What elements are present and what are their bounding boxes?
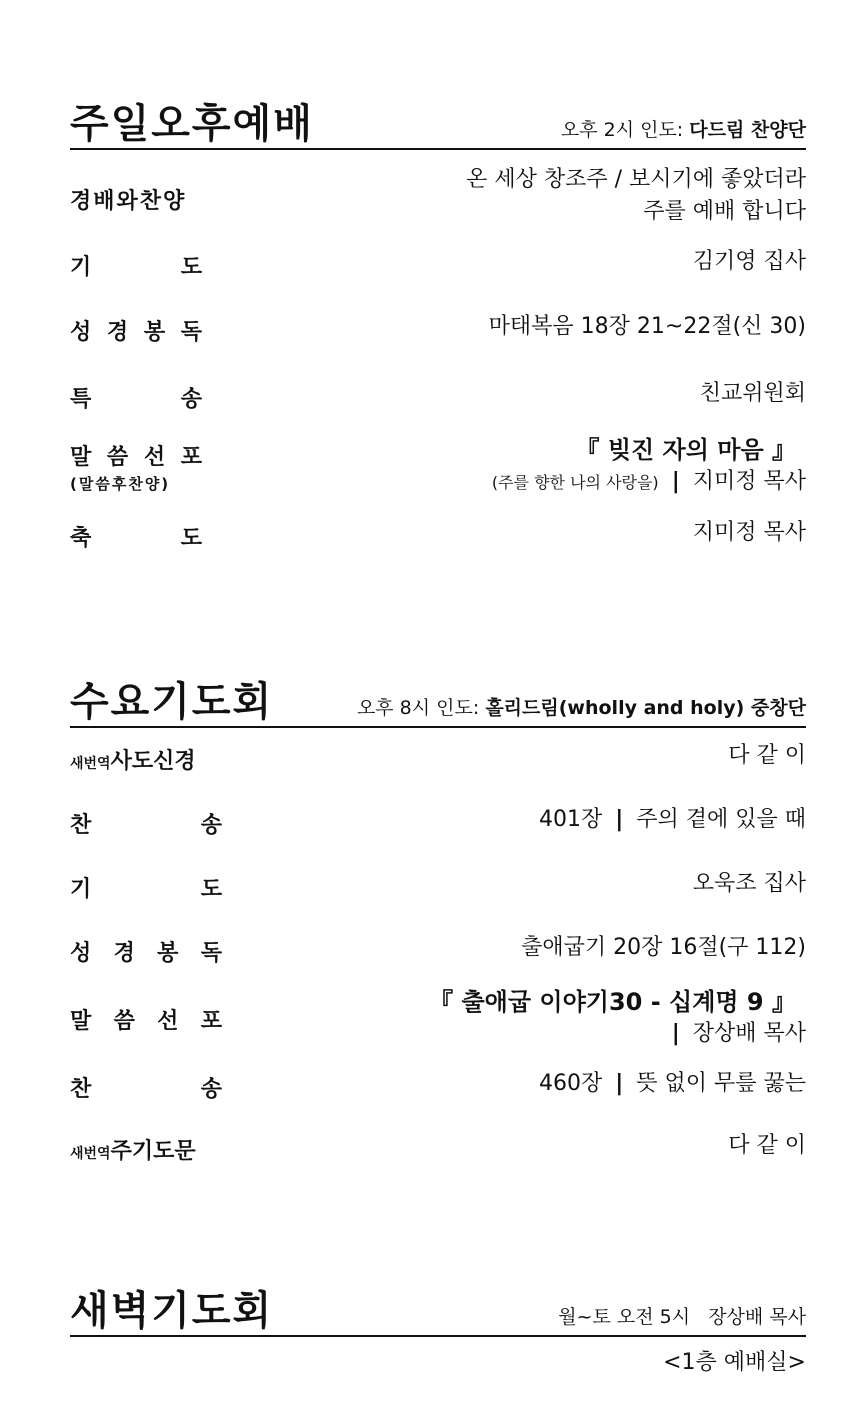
wednesday-creed-value: 다 같 이 — [728, 743, 806, 768]
wednesday-lords-prayer-value: 다 같 이 — [728, 1133, 806, 1158]
wednesday-sermon-preacher: 장상배 목사 — [692, 1021, 806, 1046]
sermon-char: 말 — [70, 445, 92, 470]
sunday-benediction-label — [70, 521, 202, 552]
sunday-prayer-label-a: 기 — [70, 255, 92, 280]
wednesday-hymn1-number: 401장 — [538, 807, 603, 832]
wednesday-hymn1-value — [539, 804, 806, 836]
wednesday-hymn2-bar: | — [615, 1071, 624, 1096]
sunday-worship-value — [466, 164, 806, 228]
sunday-sermon-label — [70, 440, 202, 494]
sermon-char: 선 — [143, 445, 166, 470]
wednesday-lords-prayer-label — [70, 1134, 196, 1165]
dawn-header — [70, 1275, 806, 1337]
sunday-prayer-label — [70, 250, 202, 281]
sunday-info — [561, 115, 806, 142]
sunday-sermon-preacher: 지미정 목사 — [692, 469, 806, 494]
sunday-worship-label: 경배와찬양 — [70, 189, 187, 214]
reading-char: 독 — [180, 320, 202, 345]
sunday-info-leader: 다드림 찬양단 — [689, 119, 806, 141]
sunday-special-value: 친교위원회 — [699, 381, 806, 406]
wednesday-lords-prayer-name: 주기도문 — [110, 1139, 196, 1164]
wednesday-hymn2-label-a: 찬 — [70, 1077, 92, 1102]
wednesday-hymn1-label — [70, 808, 222, 839]
wednesday-hymn2-label — [70, 1072, 222, 1103]
wednesday-sermon-value — [429, 986, 806, 1050]
wednesday-section — [70, 666, 806, 1164]
sunday-prayer-value: 김기영 집사 — [692, 249, 806, 274]
sunday-section — [70, 88, 806, 551]
wednesday-hymn2-label-b: 송 — [200, 1077, 222, 1102]
wednesday-sermon-title: 『 출애굽 이야기30 - 십계명 9 』 — [429, 988, 796, 1016]
wednesday-hymn1-label-a: 찬 — [70, 813, 92, 838]
sunday-sermon-sublabel: (말씀후찬양) — [70, 475, 171, 493]
sermon-char: 씀 — [106, 445, 129, 470]
sermon-char: 씀 — [113, 1009, 135, 1034]
reading-char: 봉 — [143, 320, 166, 345]
wednesday-prayer-label — [70, 872, 222, 903]
wednesday-title: 수요기도회 — [70, 679, 274, 725]
wednesday-reading-label — [70, 936, 222, 967]
sunday-header — [70, 88, 806, 150]
sermon-char: 선 — [157, 1009, 179, 1034]
wednesday-info-leader: 홀리드림(wholly and holy) 중창단 — [485, 697, 806, 719]
sunday-sermon-bar: | — [671, 469, 680, 494]
reading-char: 봉 — [157, 941, 179, 966]
sunday-title: 주일오후예배 — [70, 101, 314, 147]
dawn-info-time: 월~토 오전 5시 — [558, 1306, 691, 1328]
wednesday-sermon-label — [70, 1004, 222, 1035]
wednesday-lords-prayer-prefix: 새번역 — [70, 1146, 111, 1162]
wednesday-hymn1-label-b: 송 — [200, 813, 222, 838]
wednesday-creed-name: 사도신경 — [110, 749, 196, 774]
wednesday-hymn1-title: 주의 곁에 있을 때 — [636, 807, 806, 832]
sermon-char: 포 — [180, 445, 202, 470]
wednesday-hymn2-title: 뜻 없이 무릎 꿇는 — [636, 1071, 806, 1096]
wednesday-header — [70, 666, 806, 728]
sunday-special-label-a: 특 — [70, 387, 92, 412]
reading-char: 독 — [200, 941, 222, 966]
wednesday-prayer-label-b: 도 — [200, 877, 222, 902]
wednesday-prayer-value: 오욱조 집사 — [692, 871, 806, 896]
sunday-prayer-label-b: 도 — [180, 255, 202, 280]
dawn-room: <1층 예배실> — [663, 1350, 806, 1375]
wednesday-hymn2-number: 460장 — [538, 1071, 603, 1096]
reading-char: 성 — [70, 320, 92, 345]
dawn-info — [558, 1302, 806, 1329]
sunday-special-label-b: 송 — [180, 387, 202, 412]
wednesday-sermon-bar: | — [671, 1021, 680, 1046]
reading-char: 경 — [106, 320, 129, 345]
sunday-benediction-label-b: 도 — [180, 526, 202, 551]
sunday-benediction-label-a: 축 — [70, 526, 92, 551]
sunday-special-label — [70, 382, 202, 413]
sunday-worship-line2: 주를 예배 합니다 — [643, 199, 806, 224]
reading-char: 성 — [70, 941, 92, 966]
wednesday-creed-prefix: 새번역 — [70, 756, 111, 772]
wednesday-creed-label — [70, 744, 196, 775]
sermon-char: 말 — [70, 1009, 92, 1034]
wednesday-hymn1-bar: | — [615, 807, 624, 832]
sunday-reading-value: 마태복음 18장 21~22절(신 30) — [488, 314, 806, 339]
wednesday-prayer-label-a: 기 — [70, 877, 92, 902]
wednesday-reading-value: 출애굽기 20장 16절(구 112) — [521, 935, 806, 960]
dawn-title: 새벽기도회 — [70, 1288, 274, 1334]
sunday-sermon-song: (주를 향한 나의 사랑을) — [491, 473, 659, 492]
sunday-sermon-value — [492, 434, 806, 499]
wednesday-hymn2-value — [539, 1068, 806, 1100]
sunday-worship-line1: 온 세상 창조주 / 보시기에 좋았더라 — [466, 167, 806, 192]
sunday-info-prefix: 오후 2시 인도: — [560, 119, 684, 141]
reading-char: 경 — [113, 941, 135, 966]
sunday-sermon-title: 『 빚진 자의 마음 』 — [575, 436, 796, 464]
sunday-reading-label — [70, 315, 202, 346]
sunday-benediction-value: 지미정 목사 — [692, 520, 806, 545]
dawn-info-leader: 장상배 목사 — [708, 1306, 806, 1328]
dawn-section — [70, 1275, 806, 1375]
wednesday-info — [357, 693, 806, 720]
sermon-char: 포 — [200, 1009, 222, 1034]
wednesday-info-prefix: 오후 8시 인도: — [356, 697, 480, 719]
